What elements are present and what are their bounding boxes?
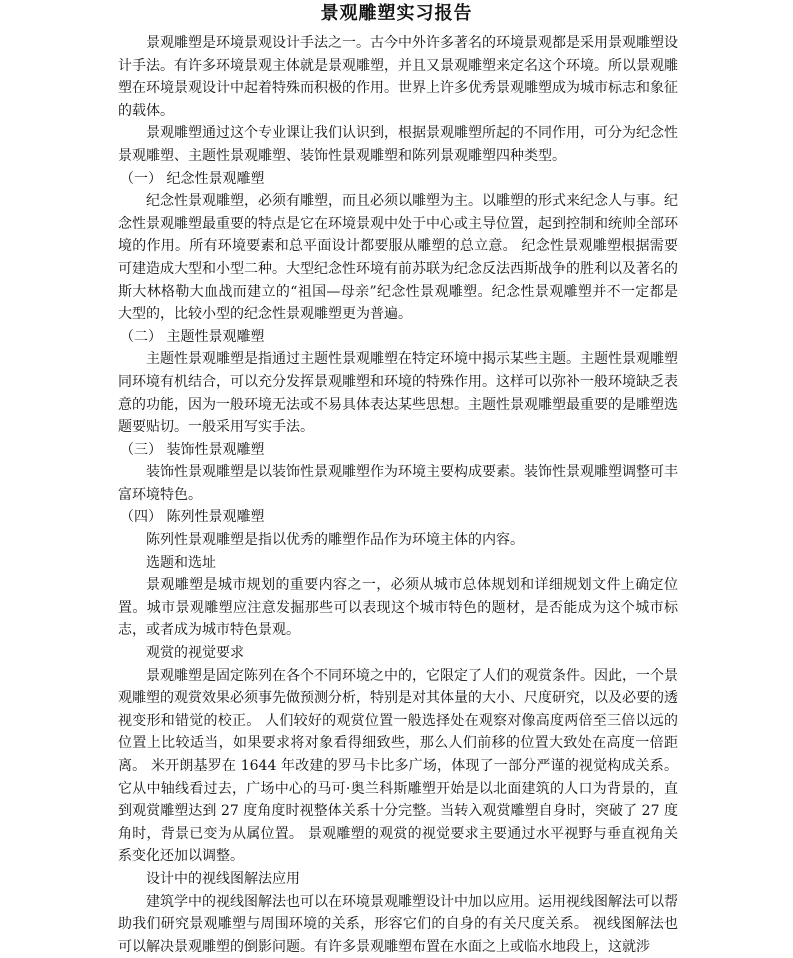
paragraph-memorial: 纪念性景观雕塑，必须有雕塑，而且必须以雕塑为主。以雕塑的形式来纪念人与事。纪念性景观雕塑最重要的特点是它在环境景观中处于中心或主导位置，起到控制和统帅全部环境的作用。所有环境要素和总平面设计都要服从雕塑的总立意。 纪念性景观雕塑根据需要可建造成大型和小型二种。大型纪念性环境有前苏联为纪念反法西斯战争的胜利以及著名的斯大林格勒大血战而建立的“祖国—母亲”纪念性景观雕塑。纪念性景观雕塑并不一定都是大型的，比较小型的纪念性景观雕塑更为普遍。: [118, 193, 678, 323]
paragraph-visual: 景观雕塑是固定陈列在各个不同环境之中的，它限定了人们的观赏条件。因此，一个景观雕塑的观赏效果必须事先做预测分析，特别是对其体量的大小、尺度研究，以及必要的透视变形和错觉的校正。 人们较好的观赏位置一般选择处在观察对像高度两倍至三倍以远的位置上比较适当，如果要求将对象看得细致些，那么人们前移的位置大致处在高度一倍距离。 米开朗基罗在 1644 年改建的罗马卡比多广场，体现了一部分严谨的视觉构成关系。它从中轴线看过去，广场中心的马可·奥兰科斯雕塑开始是以北面建筑的人口为背景的，直到观赏雕塑达到 27 度角度时视整体关系十分完整。当转入观赏雕塑自身时，突破了 27 度角时，背景已变为从属位置。 景观雕塑的观赏的视觉要求主要通过水平视野与垂直视角关系变化还加以调整。: [118, 667, 678, 865]
paragraph-display: 陈列性景观雕塑是指以优秀的雕塑作品作为环境主体的内容。: [146, 532, 524, 549]
document-title: 景观雕塑实习报告: [320, 3, 473, 24]
paragraph-site: 景观雕塑是城市规划的重要内容之一，必须从城市总体规划和详细规划文件上确定位置。城市景观雕塑应注意发掘那些可以表现这个城市特色的题材，是否能成为这个城市标志，或者成为城市特色景观。: [118, 577, 678, 639]
heading-display: （四） 陈列性景观雕塑: [120, 509, 265, 526]
paragraph-decorative: 装饰性景观雕塑是以装饰性景观雕塑作为环境主要构成要素。装饰性景观雕塑调整可丰富环境特色。: [118, 464, 678, 503]
subheading-sightline: 设计中的视线图解法应用: [146, 870, 300, 887]
paragraph-sightline: 建筑学中的视线图解法也可以在环境景观雕塑设计中加以应用。运用视线图解法可以帮助我们研究景观雕塑与周围环境的关系，形容它们的自身的有关尺度关系。 视线图解法也可以解决景观雕塑的倒影问题。有许多景观雕塑布置在水面之上或临水地段上，这就涉: [118, 893, 678, 955]
subheading-visual: 观赏的视觉要求: [146, 645, 244, 662]
heading-thematic: （二） 主题性景观雕塑: [120, 328, 265, 345]
document-body: [118, 32, 678, 958]
paragraph-thematic: 主题性景观雕塑是指通过主题性景观雕塑在特定环境中揭示某些主题。主题性景观雕塑同环境有机结合，可以充分发挥景观雕塑和环境的特殊作用。这样可以弥补一般环境缺乏表意的功能，因为一般环境无法或不易具体表达某些思想。主题性景观雕塑最重要的是雕塑选题要贴切。一般采用写实手法。: [118, 351, 678, 436]
subheading-site: 选题和选址: [146, 554, 216, 571]
paragraph-types: 景观雕塑通过这个专业课让我们认识到，根据景观雕塑所起的不同作用，可分为纪念性景观雕塑、主题性景观雕塑、装饰性景观雕塑和陈列景观雕塑四种类型。: [118, 125, 678, 164]
heading-decorative: （三） 装饰性景观雕塑: [120, 441, 265, 458]
paragraph-intro: 景观雕塑是环境景观设计手法之一。古今中外许多著名的环境景观都是采用景观雕塑设计手法。有许多环境景观主体就是景观雕塑，并且又景观雕塑来定名这个环境。所以景观雕塑在环境景观设计中起着特殊而积极的作用。世界上许多优秀景观雕塑成为城市标志和象征的载体。: [118, 35, 678, 119]
heading-memorial: （一） 纪念性景观雕塑: [120, 170, 265, 187]
